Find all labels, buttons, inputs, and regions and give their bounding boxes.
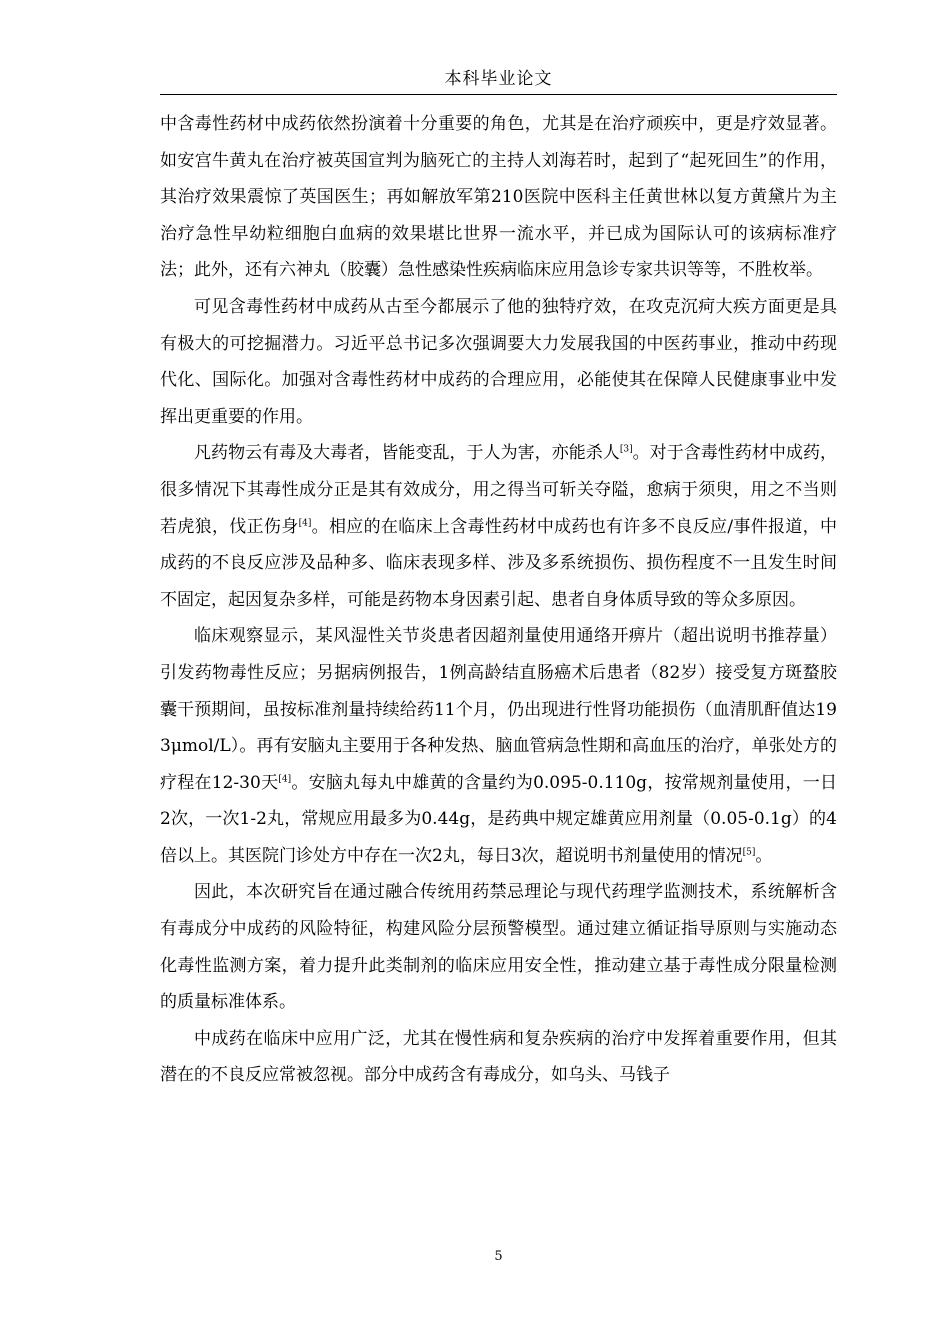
paragraph (160, 289, 837, 435)
paragraph-text: 。对于含毒性药材中成药，很多情况下其毒性成分正是其有效成分，用之得当可斩关夺隘，愈病于须臾，用之不当则若虎狼，伐正伤身 (160, 443, 837, 537)
paragraph-text: 中成药在临床中应用广泛，尤其在慢性病和复杂疾病的治疗中发挥着重要作用，但其潜在的不良反应常被忽视。部分中成药含有毒成分，如乌头、马钱子 (160, 1028, 837, 1086)
citation-mark: [4] (298, 517, 312, 528)
citation-mark: [4] (278, 774, 292, 785)
paragraph (160, 1021, 837, 1094)
paragraph-text: 临床观察显示，某风湿性关节炎患者因超剂量使用通络开痹片（超出说明书推荐量）引发药物毒性反应；另据病例报告，1例高龄结直肠癌术后患者（82岁）接受复方斑蝥胶囊干预期间，虽按标准剂量持续给药11个月，仍出现进行性肾功能损伤（血清肌酐值达193μmol/L）。再有安脑丸主要用于各种发热、脑血管病急性期和高血压的治疗，单张处方的疗程在12-30天 (160, 626, 837, 793)
paragraph (160, 618, 837, 874)
paragraph (160, 106, 837, 289)
paragraph-text: 。相应的在临床上含毒性药材中成药也有许多不良反应/事件报道，中成药的不良反应涉及品种多、临床表现多样、涉及多系统损伤、损伤程度不一且发生时间不固定，起因复杂多样，可能是药物本身因素引起、患者自身体质导致的等众多原因。 (160, 516, 838, 610)
page-number-text: 5 (494, 1249, 503, 1264)
body-text (160, 106, 837, 1094)
header-title: 本科毕业论文 (444, 69, 553, 89)
citation-mark: [3] (619, 444, 633, 455)
paragraph-text: 。安脑丸每丸中雄黄的含量约为0.095-0.110g，按常规剂量使用，一日2次，一次1-2丸，常规应用最多为0.44g，是药典中规定雄黄应用剂量（0.05-0.1g）的4倍以上。其医院门诊处方中存在一次2丸，每日3次，超说明书剂量使用的情况 (160, 772, 837, 866)
citation-mark: [5] (742, 847, 756, 858)
paragraph (160, 435, 837, 618)
paragraph-text: 凡药物云有毒及大毒者，皆能变乱，于人为害，亦能杀人 (194, 443, 620, 464)
paragraph-text: 中含毒性药材中成药依然扮演着十分重要的角色，尤其是在治疗顽疾中，更是疗效显著。如安宫牛黄丸在治疗被英国宣判为脑死亡的主持人刘海若时，起到了“起死回生”的作用，其治疗效果震惊了英国医生；再如解放军第210医院中医科主任黄世林以复方黄黛片为主治疗急性早幼粒细胞白血病的效果堪比世界一流水平，并已成为国际认可的该病标准疗法；此外，还有六神丸（胶囊）急性感染性疾病临床应用急诊专家共识等等，不胜枚举。 (160, 114, 837, 281)
paragraph-text: 。 (755, 845, 773, 866)
page-number (160, 1247, 837, 1267)
paragraph-text: 可见含毒性药材中成药从古至今都展示了他的独特疗效，在攻克沉疴大疾方面更是具有极大的可挖掘潜力。习近平总书记多次强调要大力发展我国的中医药事业，推动中药现代化、国际化。加强对含毒性药材中成药的合理应用，必能使其在保障人民健康事业中发挥出更重要的作用。 (160, 296, 837, 427)
paragraph (160, 874, 837, 1020)
page-header (160, 64, 837, 95)
paragraph-text: 因此，本次研究旨在通过融合传统用药禁忌理论与现代药理学监测技术，系统解析含有毒成分中成药的风险特征，构建风险分层预警模型。通过建立循证指导原则与实施动态化毒性监测方案，着力提升此类制剂的临床应用安全性，推动建立基于毒性成分限量检测的质量标准体系。 (160, 882, 837, 1013)
